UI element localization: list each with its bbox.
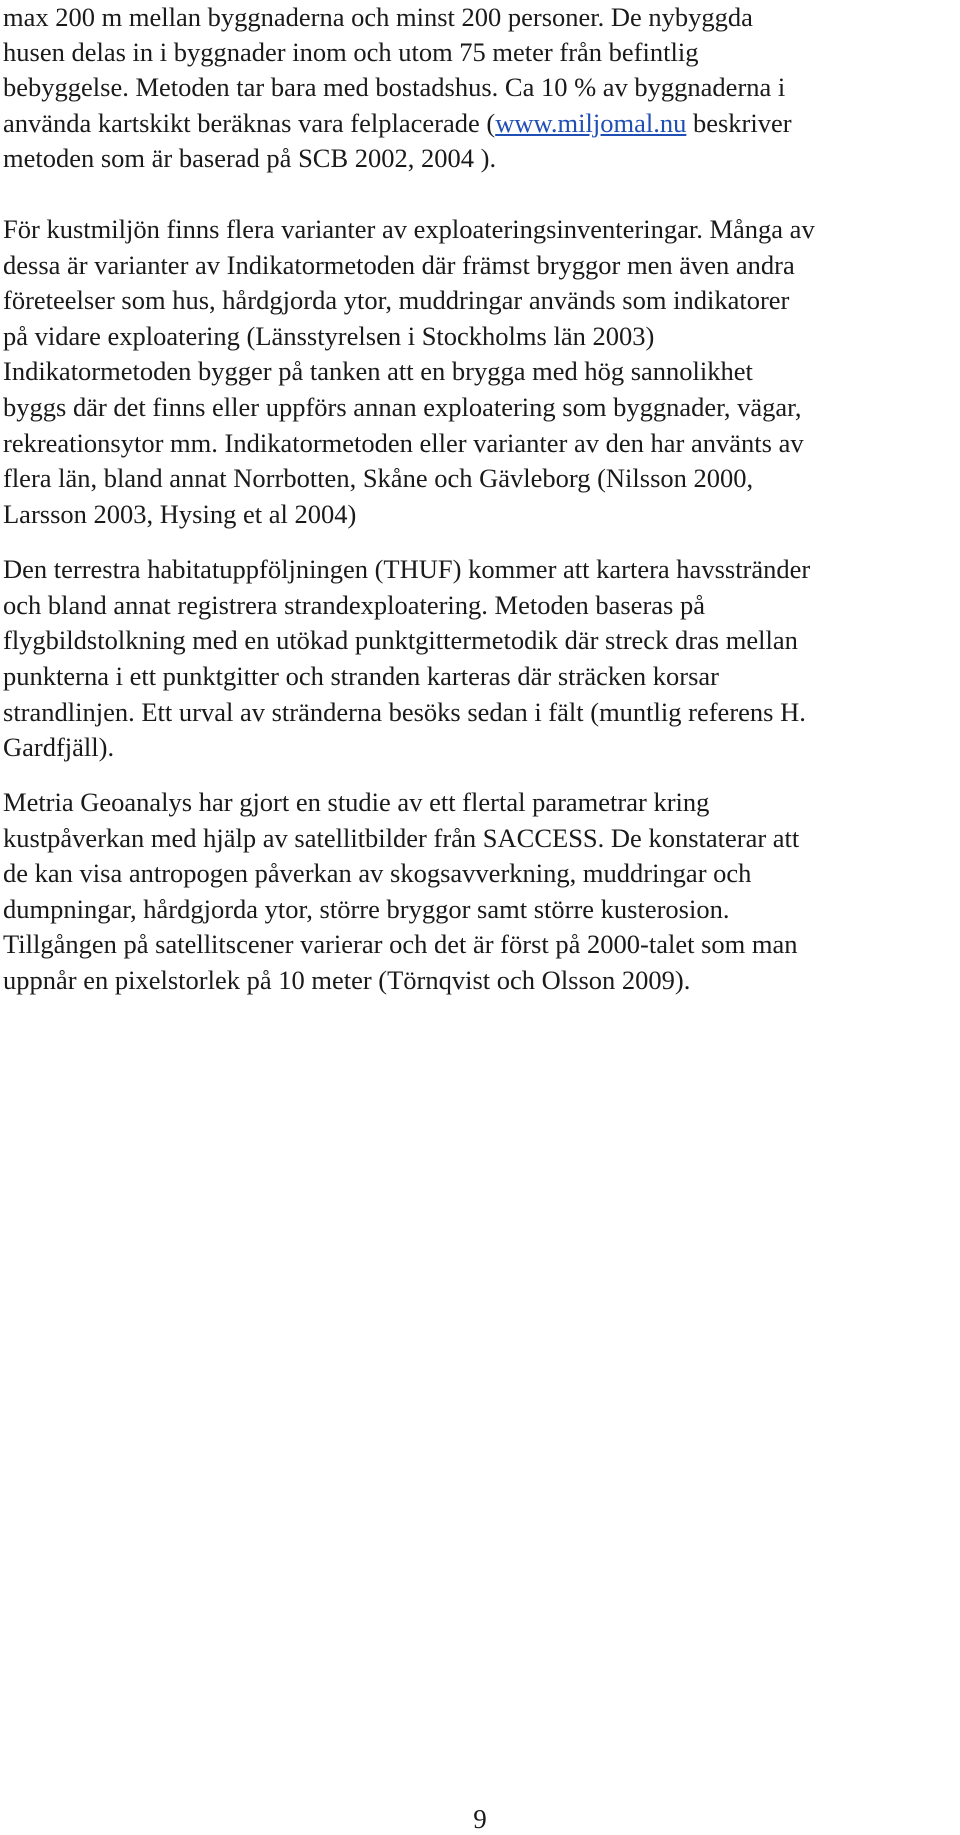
text-line: Larsson 2003, Hysing et al 2004) (3, 499, 357, 529)
text-line: Tillgången på satellitscener varierar och det är först på 2000-talet som man (3, 929, 798, 959)
text-line: företeelser som hus, hårdgjorda ytor, muddringar används som indikatorer (3, 285, 790, 315)
text-line: punkterna i ett punktgitter och stranden karteras där sträcken korsar (3, 661, 719, 691)
text-line: Gardfjäll). (3, 732, 115, 762)
text-line: Indikatormetoden bygger på tanken att en brygga med hög sannolikhet (3, 356, 753, 386)
text-line: Metria Geoanalys har gjort en studie av ett flertal parametrar kring (3, 787, 710, 817)
text-line: flygbildstolkning med en utökad punktgittermetodik där streck dras mellan (3, 625, 798, 655)
text-line: kustpåverkan med hjälp av satellitbilder från SACCESS. De konstaterar att (3, 823, 800, 853)
text-line: dumpningar, hårdgjorda ytor, större bryggor samt större kusterosion. (3, 894, 730, 924)
text-line: bebyggelse. Metoden tar bara med bostadshus. Ca 10 % av byggnaderna i (3, 72, 786, 102)
text-line: rekreationsytor mm. Indikatormetoden eller varianter av den har använts av (3, 428, 804, 458)
text-line: uppnår en pixelstorlek på 10 meter (Törnqvist och Olsson 2009). (3, 965, 691, 995)
text-line: strandlinjen. Ett urval av stränderna besöks sedan i fält (muntlig referens H. (3, 697, 806, 727)
miljomal-link[interactable]: www.miljomal.nu (495, 108, 687, 138)
text-line: på vidare exploatering (Länsstyrelsen i Stockholms län 2003) (3, 321, 655, 351)
text-line: flera län, bland annat Norrbotten, Skåne och Gävleborg (Nilsson 2000, (3, 463, 754, 493)
text-line: metoden som är baserad på SCB 2002, 2004 ). (3, 143, 497, 173)
text-line: max 200 m mellan byggnaderna och minst 200 personer. De nybyggda (3, 2, 753, 32)
text-segment: använda kartskikt beräknas vara felplacerade ( (3, 108, 496, 138)
text-line: dessa är varianter av Indikatormetoden där främst bryggor men även andra (3, 250, 795, 280)
text-line: husen delas in i byggnader inom och utom 75 meter från befintlig (3, 37, 699, 67)
text-line: Den terrestra habitatuppföljningen (THUF) kommer att kartera havsstränder (3, 554, 811, 584)
text-line: de kan visa antropogen påverkan av skogsavverkning, muddringar och (3, 858, 752, 888)
text-line: För kustmiljön finns flera varianter av exploateringsinventeringar. Många av (3, 214, 815, 244)
text-line: och bland annat registrera strandexploatering. Metoden baseras på (3, 590, 705, 620)
text-line: byggs där det finns eller uppförs annan exploatering som byggnader, vägar, (3, 392, 802, 422)
page-number: 9 (473, 1804, 487, 1834)
text-segment: beskriver (686, 108, 792, 138)
text-line (3, 106, 792, 142)
